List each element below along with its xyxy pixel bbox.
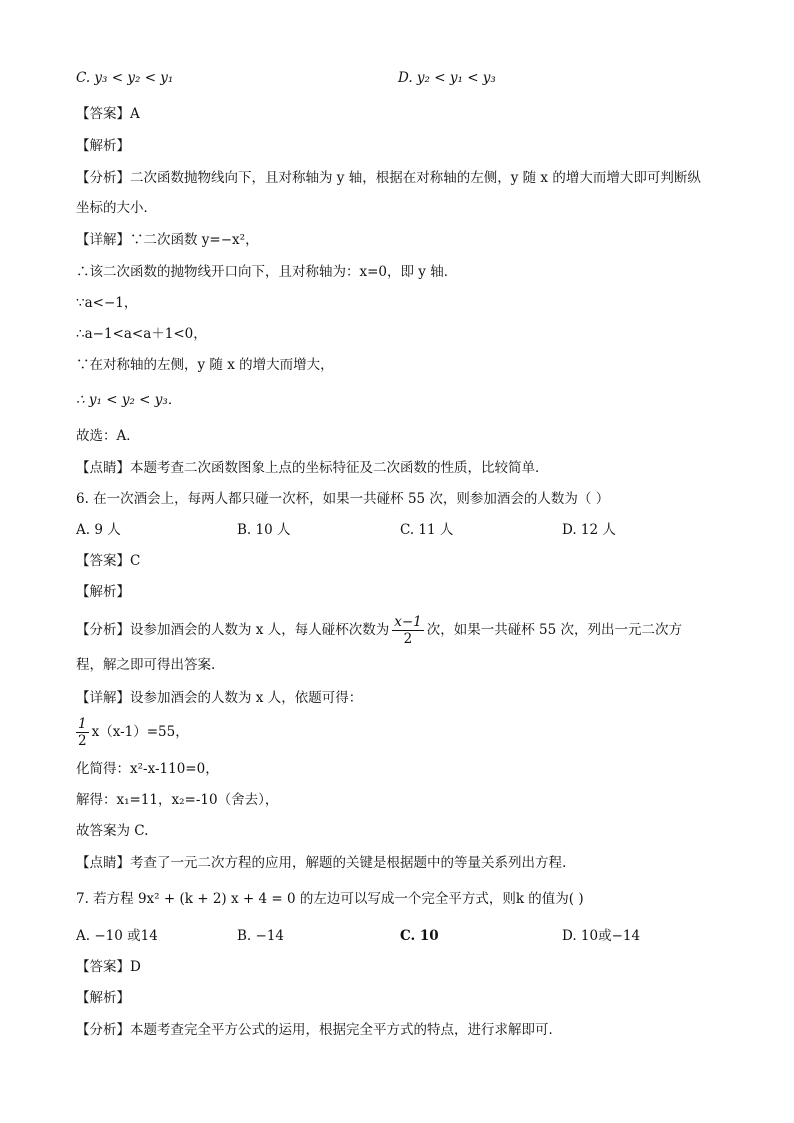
q6-fenxi-line1 [76, 612, 682, 648]
q6-fenxi-pre: 【分析】设参加酒会的人数为 x 人，每人碰杯次数为 [76, 622, 390, 638]
q6-option-c: C. 11 人 [400, 522, 454, 538]
q7-question: 7. 若方程 9x² + (k + 2) x + 4 = 0 的左边可以写成一个完全平方式，则k 的值为( ) [76, 891, 584, 907]
q5-xiangjie-line4: ∴a−1<a<a＋1<0， [76, 326, 207, 342]
q6-analysis-label: 【解析】 [76, 584, 130, 600]
q6-equation-rest: x（x-1）=55， [91, 724, 189, 740]
q5-xiangjie-line2: ∴该二次函数的抛物线开口向下，且对称轴为：x=0，即 y 轴． [76, 264, 458, 280]
q5-xiangjie-line5: ∵在对称轴的左侧，y 随 x 的增大而增大， [76, 357, 334, 373]
q7-option-b: B. −14 [237, 928, 284, 944]
q6-fenxi-fraction-denominator: 2 [403, 631, 413, 647]
q6-xiangjie-line1: 【详解】设参加酒会的人数为 x 人，依题可得： [76, 690, 363, 706]
q5-fenxi-line1: 【分析】二次函数抛物线向下，且对称轴为 y 轴，根据在对称轴的左侧，y 随 x 的增大而增大即可判断纵 [76, 170, 701, 186]
q5-option-c: C. y₃ < y₂ < y₁ [76, 70, 174, 86]
q6-answer: 【答案】C [76, 553, 141, 569]
q6-equation-fraction-numerator: 1 [78, 716, 87, 732]
q5-xiangjie-line6: ∴ y₁ < y₂ < y₃． [76, 392, 182, 408]
q6-xiangjie-line5: 故答案为 C. [76, 823, 149, 839]
q5-xiangjie-line1: 【详解】∵二次函数 y=−x²， [76, 232, 259, 248]
q5-xiangjie-line7: 故选：A． [76, 428, 140, 444]
q6-dianjing: 【点睛】考查了一元二次方程的应用，解题的关键是根据题中的等量关系列出方程. [76, 855, 567, 871]
q6-fenxi-fraction-numerator: x−1 [394, 614, 422, 630]
q6-equation-fraction-denominator: 2 [78, 733, 87, 749]
q6-option-a: A. 9 人 [76, 522, 121, 538]
q5-analysis-label: 【解析】 [76, 138, 130, 154]
q5-xiangjie-line3: ∵a<−1， [76, 295, 138, 311]
q6-equation [76, 714, 189, 750]
q7-answer: 【答案】D [76, 959, 141, 975]
q6-question: 6. 在一次酒会上，每两人都只碰一次杯，如果一共碰杯 55 次，则参加酒会的人数为（ ） [76, 491, 610, 507]
q7-option-a: A. −10 或14 [76, 928, 158, 944]
q7-fenxi: 【分析】本题考查完全平方公式的运用，根据完全平方式的特点，进行求解即可． [76, 1022, 562, 1038]
q7-option-c: C. 10 [400, 928, 439, 944]
q5-fenxi-line2: 坐标的大小． [76, 200, 157, 216]
q5-option-d: D. y₂ < y₁ < y₃ [398, 70, 496, 86]
q6-option-b: B. 10 人 [237, 522, 291, 538]
q6-fenxi-line2: 程，解之即可得出答案. [76, 657, 216, 673]
q6-option-d: D. 12 人 [562, 522, 616, 538]
q7-analysis-label: 【解析】 [76, 990, 130, 1006]
q6-xiangjie-line4: 解得：x₁=11，x₂=-10（舍去）， [76, 792, 279, 808]
q6-fenxi-fraction [392, 614, 424, 647]
q6-equation-fraction [76, 716, 89, 749]
q7-option-d: D. 10或−14 [562, 928, 641, 944]
q5-answer: 【答案】A [76, 106, 140, 122]
q5-dianjing: 【点睛】本题考查二次函数图象上点的坐标特征及二次函数的性质，比较简单． [76, 460, 549, 476]
q6-fenxi-post: 次，如果一共碰杯 55 次，列出一元二次方 [426, 622, 682, 638]
q6-xiangjie-line3: 化简得：x²-x-110=0， [76, 761, 219, 777]
